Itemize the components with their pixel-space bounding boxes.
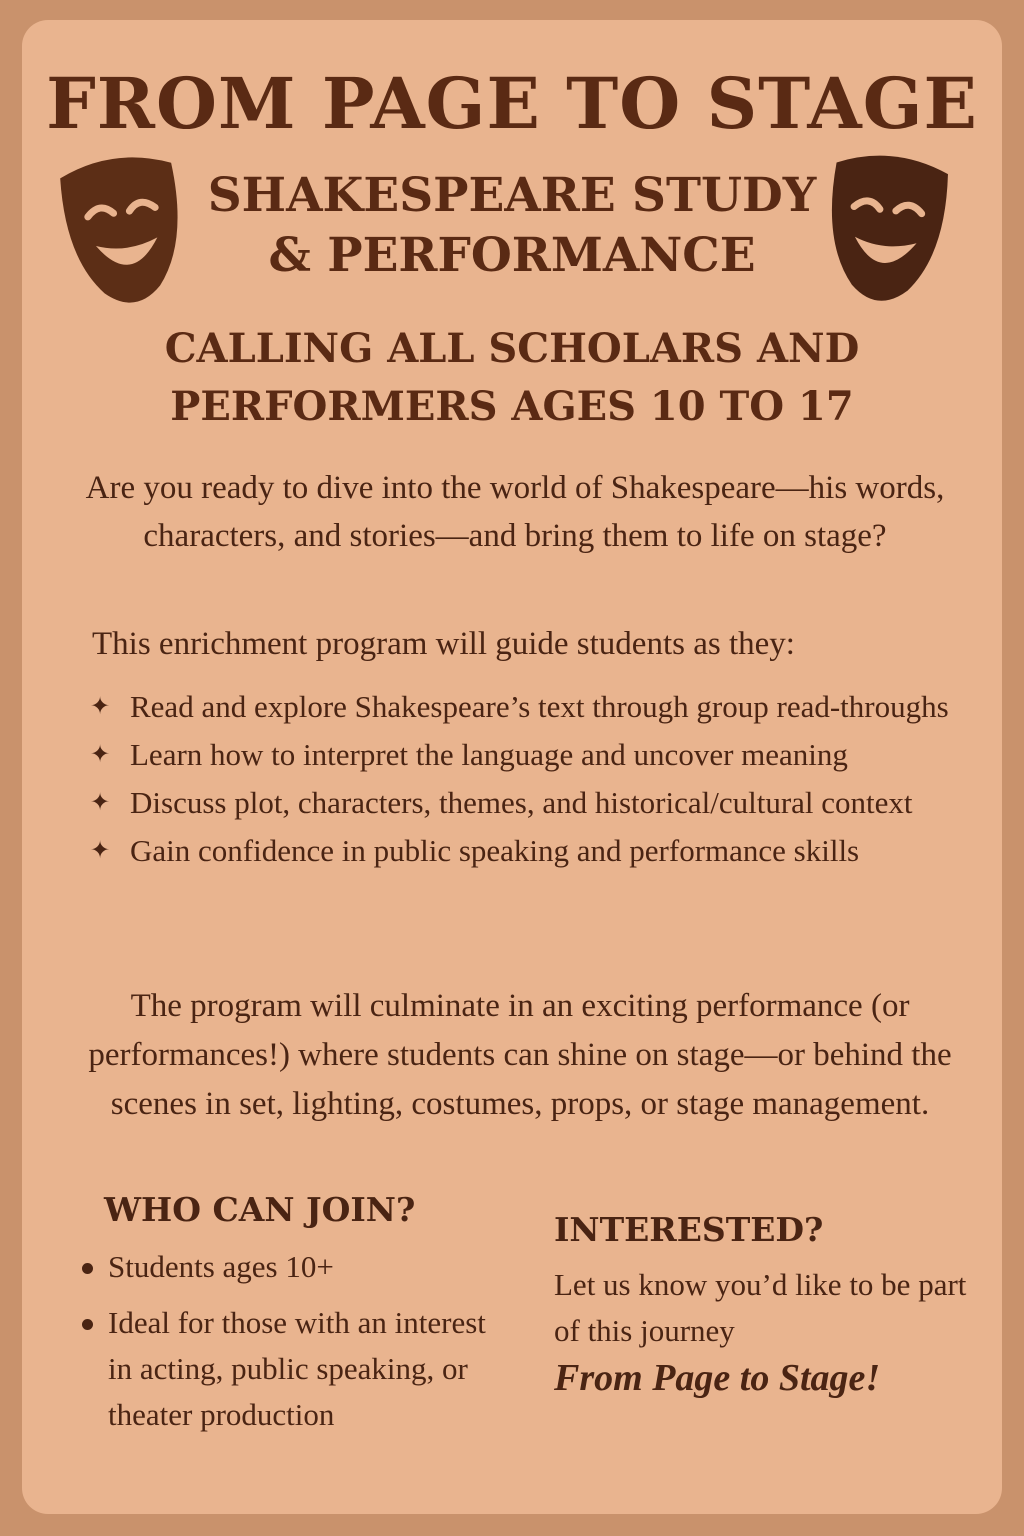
bullet-dot-icon bbox=[82, 1263, 93, 1274]
calling-line: CALLING ALL SCHOLARS AND bbox=[164, 325, 860, 372]
interested-tagline: From Page to Stage! bbox=[554, 1357, 881, 1399]
who-can-join-heading: WHO CAN JOIN? bbox=[104, 1190, 416, 1229]
list-item-text: Students ages 10+ bbox=[108, 1249, 334, 1284]
interested-heading: INTERESTED? bbox=[554, 1210, 824, 1249]
star-bullet-icon: ✦ bbox=[90, 694, 111, 720]
subtitle-line: & PERFORMANCE bbox=[268, 228, 756, 283]
program-goals-list bbox=[90, 684, 1010, 876]
calling-line: PERFORMERS AGES 10 TO 17 bbox=[170, 383, 854, 430]
eligibility-list bbox=[80, 1244, 500, 1448]
program-lead-text: This enrichment program will guide students as they: bbox=[92, 626, 795, 662]
subtitle-line: SHAKESPEARE STUDY bbox=[207, 168, 817, 223]
calling-heading bbox=[0, 320, 1024, 436]
list-item-text: Learn how to interpret the language and uncover meaning bbox=[130, 737, 848, 772]
star-bullet-icon: ✦ bbox=[90, 838, 111, 864]
list-item bbox=[90, 732, 1010, 778]
outro-paragraph: The program will culminate in an exciting performance (or performances!) where students can shine on stage—or behind the scenes in set, lighting, costumes, props, or stage management. bbox=[88, 988, 952, 1122]
poster-title: FROM PAGE TO STAGE bbox=[46, 62, 978, 145]
list-item-text: Discuss plot, characters, themes, and historical/cultural context bbox=[130, 785, 913, 820]
list-item bbox=[80, 1244, 500, 1290]
list-item-text: Gain confidence in public speaking and performance skills bbox=[130, 833, 860, 868]
list-item-text: Ideal for those with an interest in acting, public speaking, or theater production bbox=[108, 1305, 486, 1432]
star-bullet-icon: ✦ bbox=[90, 790, 111, 816]
poster-subtitle bbox=[0, 166, 1024, 286]
interested-text: Let us know you’d like to be part of this journey bbox=[554, 1267, 967, 1348]
list-item bbox=[90, 780, 1010, 826]
list-item bbox=[80, 1300, 500, 1438]
intro-paragraph: Are you ready to dive into the world of Shakespeare—his words, characters, and stories—and bring them to life on stage? bbox=[85, 470, 945, 554]
bullet-dot-icon bbox=[82, 1319, 93, 1330]
star-bullet-icon: ✦ bbox=[90, 742, 111, 768]
list-item bbox=[90, 828, 1010, 874]
list-item bbox=[90, 684, 1010, 730]
list-item-text: Read and explore Shakespeare’s text through group read-throughs bbox=[130, 689, 949, 724]
